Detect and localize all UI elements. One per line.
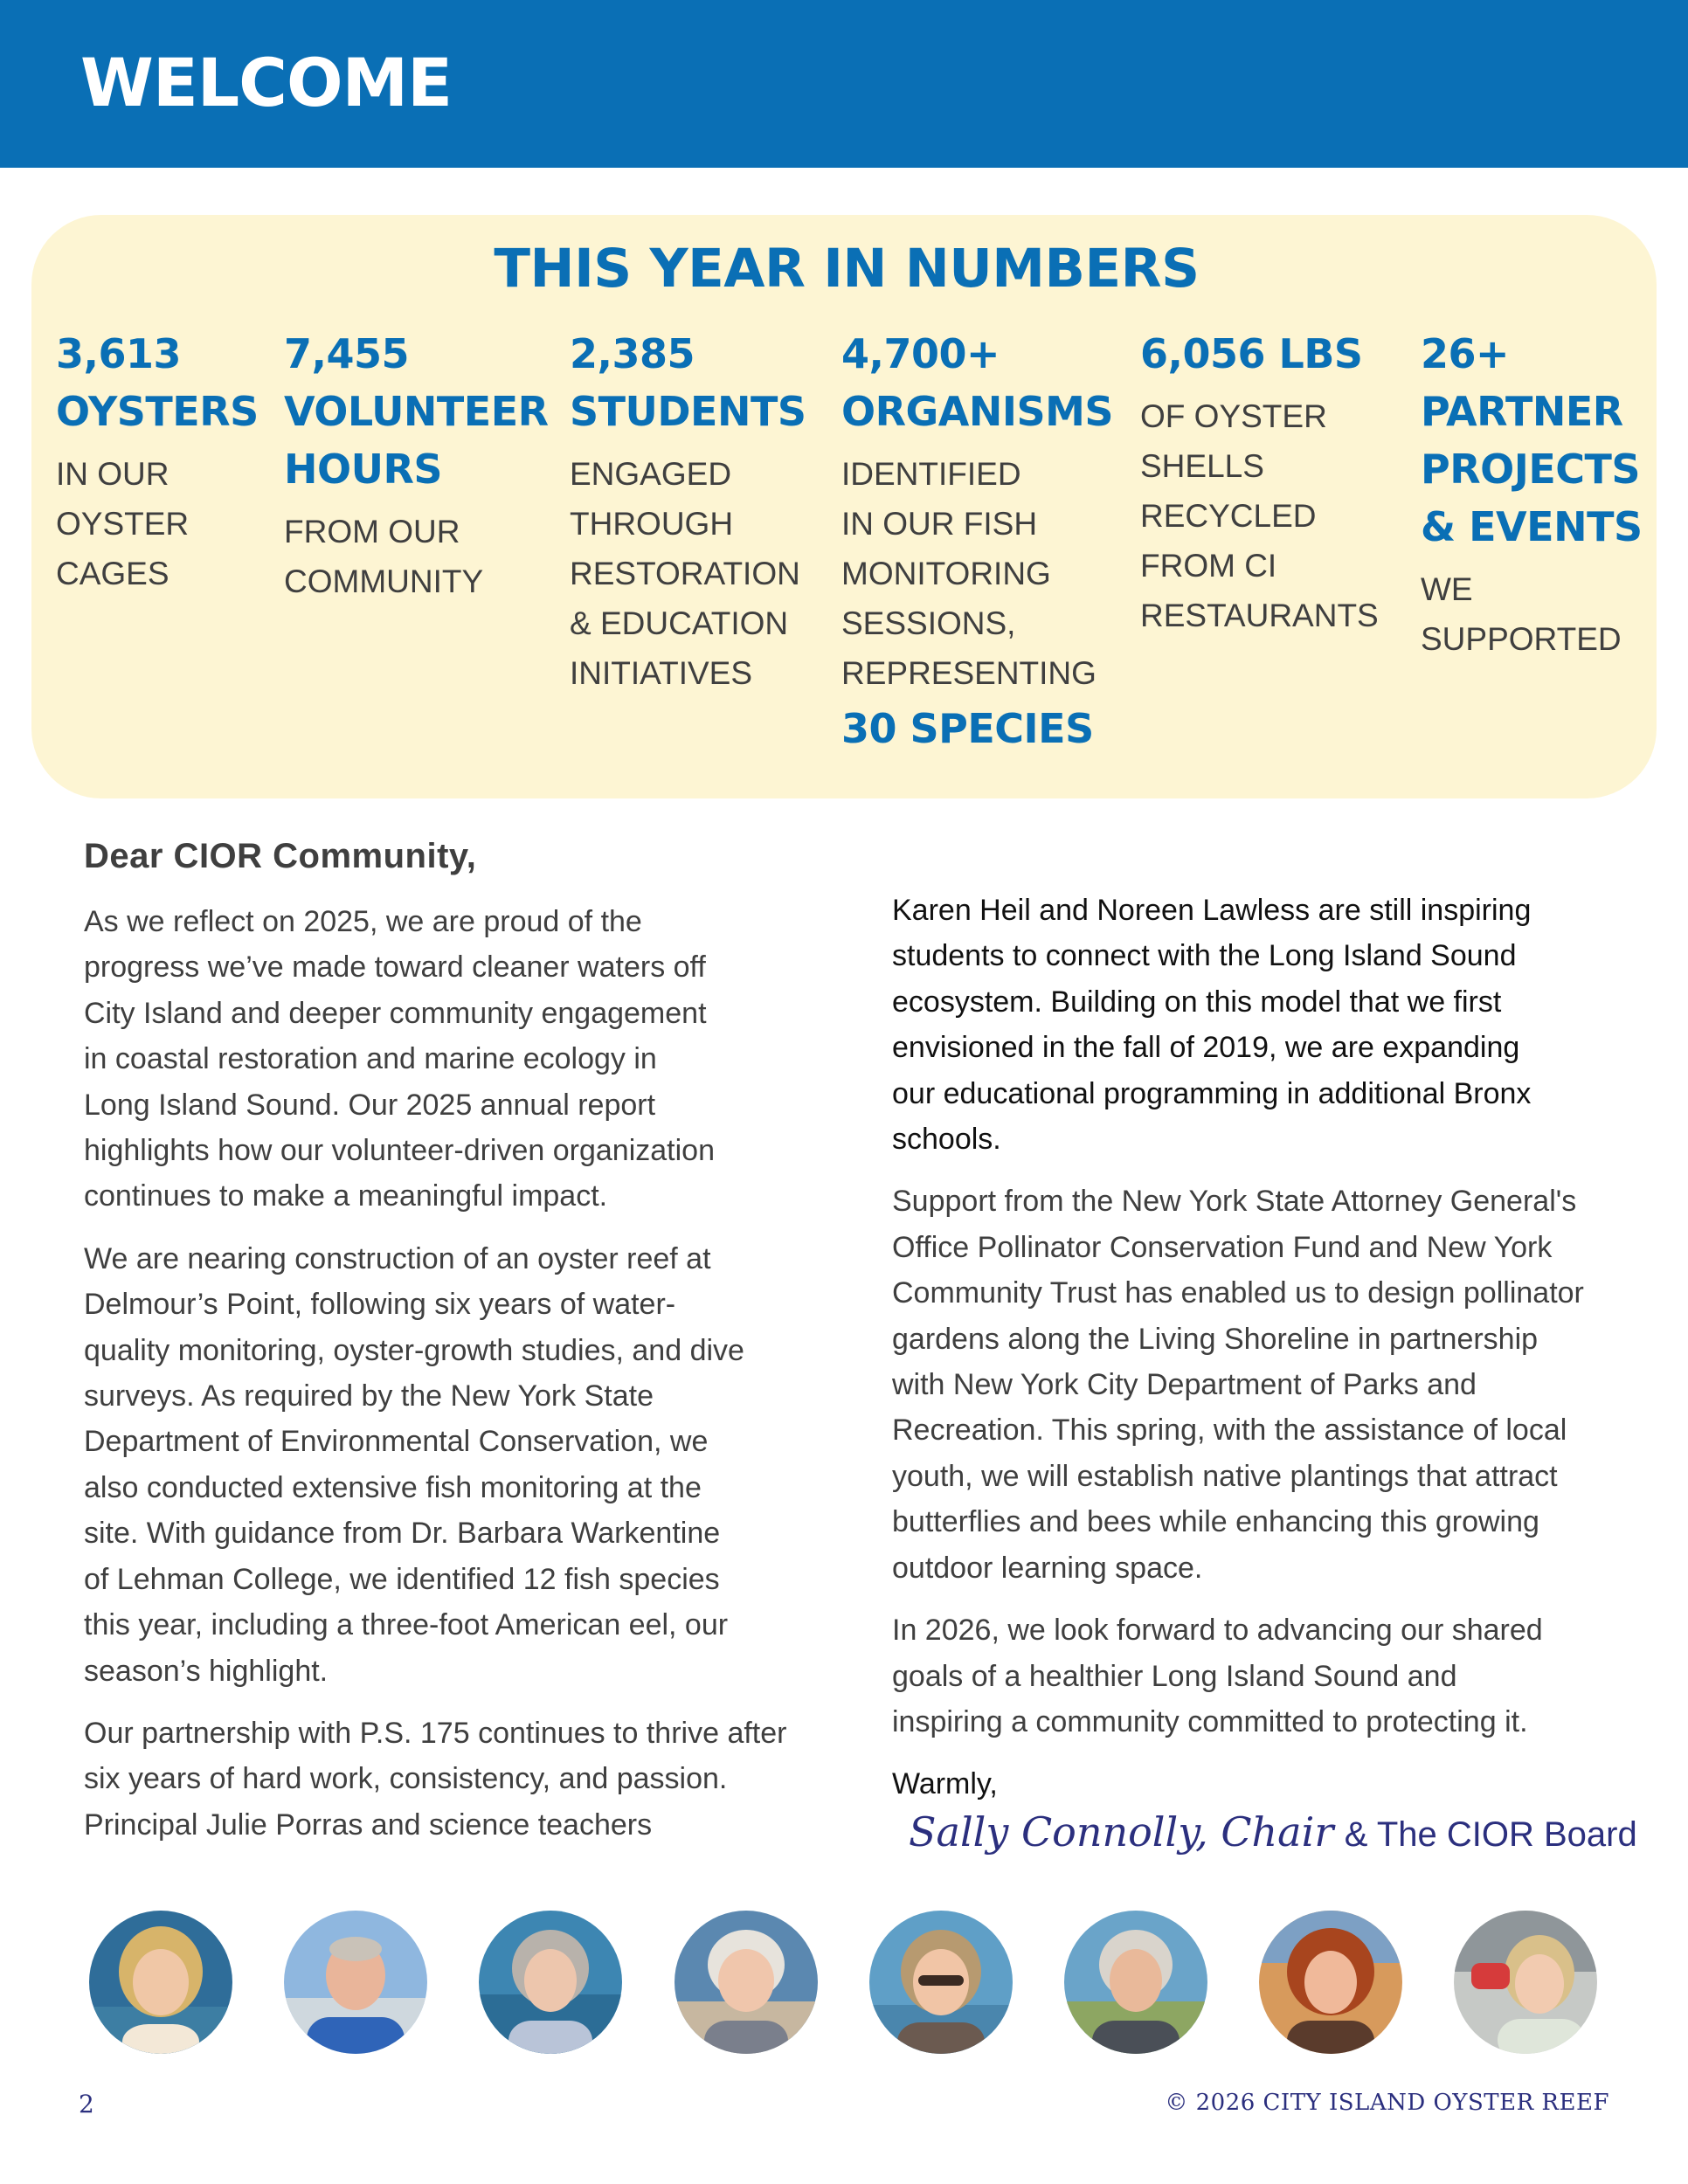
stat-description: IDENTIFIED IN OUR FISH MONITORING SESSIONS, REPRESENTING [841,456,1097,691]
stat-description: WE SUPPORTED [1421,571,1622,657]
stat-description: IN OUR OYSTER CAGES [56,456,190,591]
board-member-photo [479,1911,622,2054]
letter-paragraph: In 2026, we look forward to advancing our shared goals of a healthier Long Island Sound and inspiring a community committed to protecting it. [892,1614,1543,1738]
board-member-photo [675,1911,818,2054]
stat-label: PARTNER PROJECTS & EVENTS [1421,388,1643,550]
stat-shells-recycled [1140,325,1379,640]
stat-number: 3,613 [56,330,182,377]
stat-label: ORGANISMS [841,388,1114,435]
letter-closing: Warmly, [892,1767,998,1801]
stat-oysters [56,325,259,598]
stat-description: ENGAGED THROUGH RESTORATION & EDUCATION INITIATIVES [570,456,800,691]
copyright: © 2026 CITY ISLAND OYSTER REEF [1165,2090,1609,2116]
stat-highlight: 30 SPECIES [841,705,1094,752]
numbers-title: THIS YEAR IN NUMBERS [494,238,1200,300]
header-banner [0,0,1688,168]
stat-partner-projects [1421,325,1643,664]
stat-description: OF OYSTER SHELLS RECYCLED FROM CI RESTAURANTS [1140,398,1379,633]
signature-name: Sally Connolly, Chair [909,1808,1334,1856]
stat-number: 4,700+ [841,330,1000,377]
letter-paragraph: Support from the New York State Attorney General's Office Pollinator Conservation Fund and New York Community Trust has enabled us to design pollinator gardens along the Living Shoreline in partnership with New York City Department of Parks and Recreation. This spring, with the assistance of local youth, we will establish native plantings that attract butterflies and bees while enhancing this growing outdoor learning space. [892,1185,1584,1585]
board-member-photo [869,1911,1013,2054]
numbers-panel [31,215,1657,798]
stat-number: 26+ [1421,330,1510,377]
page-title: WELCOME [80,44,453,121]
stat-number: 7,455 [284,330,410,377]
board-member-photo [1259,1911,1402,2054]
letter-paragraph: We are nearing construction of an oyster reef at Delmour’s Point, following six years of water- quality monitoring, oyster-growth studies, and dive surveys. As required by the New York State Department of Environmental Conservation, we also conducted extensive fish monitoring at the site. With guidance from Dr. Barbara Warkentine of Lehman College, we identified 12 fish species this year, including a three-foot American eel, our season’s highlight. [84,1241,744,1688]
stat-label: OYSTERS [56,388,259,435]
letter-left-column [84,899,835,1864]
board-member-photo [1064,1911,1207,2054]
signature [909,1808,1637,1856]
stat-description: FROM OUR COMMUNITY [284,514,484,599]
stat-organisms [841,325,1113,757]
letter-right-column [892,888,1661,1824]
stat-label: STUDENTS [570,388,806,435]
stat-students [570,325,806,698]
letter-paragraph: Karen Heil and Noreen Lawless are still inspiring students to connect with the Long Island Sound ecosystem. Building on this model that we first envisioned in the fall of 2019, we are expanding our educational programming in additional Bronx schools. [892,894,1532,1157]
stat-number: 6,056 LBS [1140,330,1363,377]
letter-greeting: Dear CIOR Community, [84,837,477,875]
board-member-photo [1454,1911,1597,2054]
page-number: 2 [79,2090,94,2118]
board-member-photo [284,1911,427,2054]
signature-suffix: & The CIOR Board [1344,1815,1637,1854]
letter-paragraph: Our partnership with P.S. 175 continues to thrive after six years of hard work, consistency, and passion. Principal Julie Porras and science teachers [84,1716,787,1842]
stat-label: VOLUNTEER HOURS [284,388,549,493]
board-member-photo [89,1911,232,2054]
letter-paragraph: As we reflect on 2025, we are proud of the progress we’ve made toward cleaner waters off City Island and deeper community engagement in coastal restoration and marine ecology in Long Island Sound. Our 2025 annual report highlights how our volunteer-driven organization continues to make a meaningful impact. [84,905,715,1213]
stat-volunteer-hours [284,325,549,606]
stat-number: 2,385 [570,330,695,377]
